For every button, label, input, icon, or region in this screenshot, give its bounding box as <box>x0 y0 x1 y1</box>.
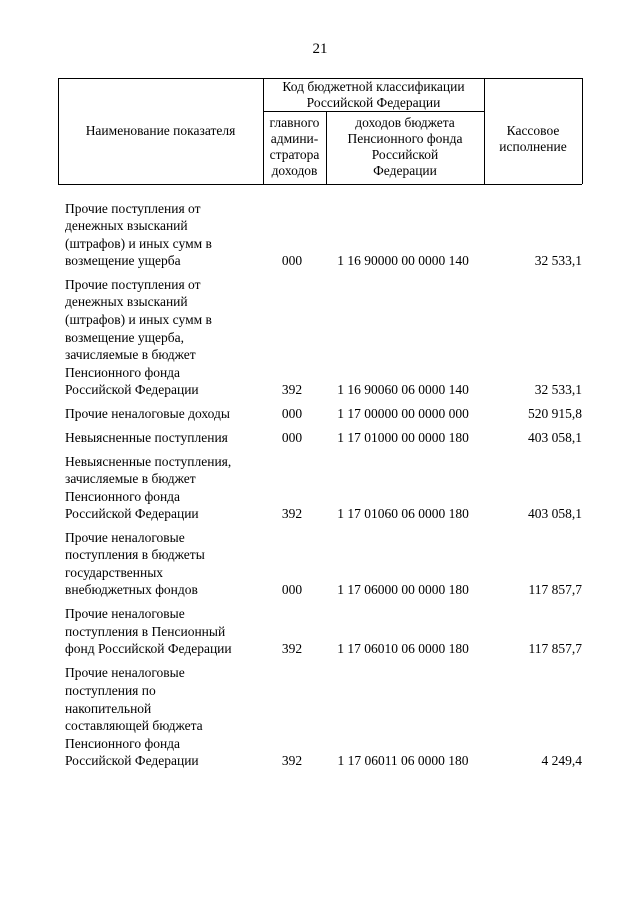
row-budget-code: 1 17 01000 00 0000 180 <box>337 430 469 446</box>
table-row <box>0 405 640 423</box>
header-name-label: Наименование показателя <box>85 123 236 138</box>
row-budget-code: 1 17 00000 00 0000 000 <box>337 406 469 422</box>
row-admin-code: 392 <box>281 753 303 769</box>
table-row <box>0 664 640 770</box>
row-budget-code: 1 17 06010 06 0000 180 <box>337 641 469 657</box>
row-budget-code: 1 17 06000 00 0000 180 <box>337 582 469 598</box>
row-budget-code: 1 16 90060 06 0000 140 <box>337 382 469 398</box>
row-amount: 32 533,1 <box>534 253 582 269</box>
table-row <box>0 605 640 658</box>
table-row <box>0 200 640 270</box>
row-name: Прочие неналоговые поступления в бюджеты государственных внебюджетных фондов <box>65 529 205 598</box>
row-amount: 32 533,1 <box>534 382 582 398</box>
table-row <box>0 429 640 447</box>
row-amount: 4 249,4 <box>541 753 582 769</box>
row-name: Прочие поступления от денежных взысканий (штрафов) и иных сумм в возмещение ущерба, зачисляемые в бюджет Пенсионного фонда Российской Федерации <box>65 276 212 398</box>
row-admin-code: 392 <box>281 506 303 522</box>
row-name: Невыясненные поступления <box>65 430 228 446</box>
table-row <box>0 453 640 523</box>
table-row <box>0 529 640 599</box>
row-budget-code: 1 16 90000 00 0000 140 <box>337 253 469 269</box>
row-name: Прочие неналоговые поступления в Пенсионный фонд Российской Федерации <box>65 606 232 657</box>
header-code-group-label: Код бюджетной классификации Российской Федерации <box>282 79 465 110</box>
row-admin-code: 000 <box>281 406 303 422</box>
row-admin-code: 392 <box>281 641 303 657</box>
row-amount: 117 857,7 <box>528 641 582 657</box>
row-name: Прочие неналоговые доходы <box>65 406 230 422</box>
row-amount: 117 857,7 <box>528 582 582 598</box>
row-amount: 520 915,8 <box>528 406 582 422</box>
row-name: Прочие неналоговые поступления по накопительной составляющей бюджета Пенсионного фонда Российской Федерации <box>65 665 203 769</box>
header-amount-label: Кассовое исполнение <box>499 123 567 154</box>
row-budget-code: 1 17 06011 06 0000 180 <box>337 753 469 769</box>
header-group-divider <box>263 111 484 112</box>
row-admin-code: 392 <box>281 382 303 398</box>
page-number: 21 <box>312 41 328 57</box>
row-admin-code: 000 <box>281 430 303 446</box>
row-admin-code: 000 <box>281 582 303 598</box>
row-name: Невыясненные поступления, зачисляемые в бюджет Пенсионного фонда Российской Федерации <box>65 453 232 522</box>
row-admin-code: 000 <box>281 253 303 269</box>
row-amount: 403 058,1 <box>528 506 582 522</box>
table-row <box>0 276 640 399</box>
header-revenue-label: доходов бюджета Пенсионного фонда Российской Федерации <box>347 115 463 178</box>
header-right-border <box>582 78 583 184</box>
row-amount: 403 058,1 <box>528 430 582 446</box>
row-name: Прочие поступления от денежных взысканий (штрафов) и иных сумм в возмещение ущерба <box>65 200 212 269</box>
row-budget-code: 1 17 01060 06 0000 180 <box>337 506 469 522</box>
header-admin-label: главного админи- стратора доходов <box>269 115 320 178</box>
table-header <box>58 78 582 184</box>
header-bottom-border <box>58 184 582 185</box>
